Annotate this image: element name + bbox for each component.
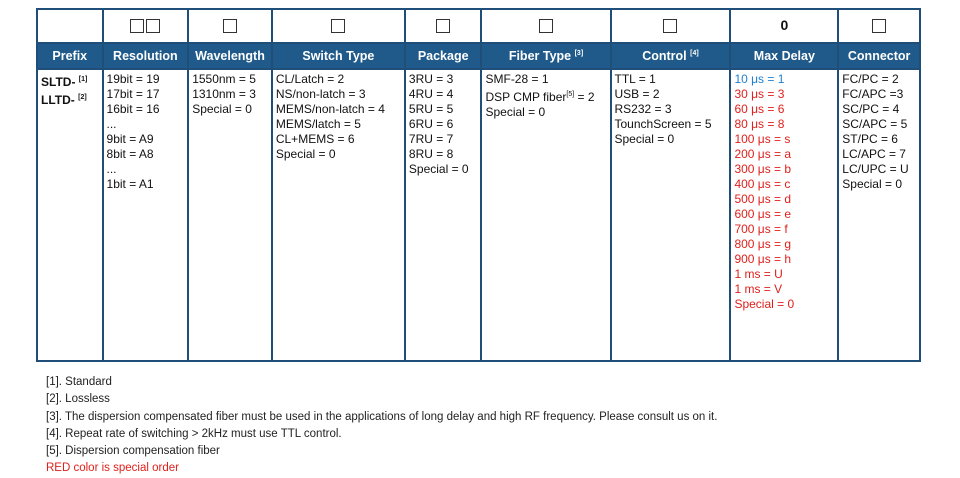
control-checkbox[interactable] [663, 19, 677, 33]
resolution-checkbox-2[interactable] [146, 19, 160, 33]
switch-type-option: CL+MEMS = 6 [275, 132, 355, 146]
footnotes [46, 374, 717, 478]
connector-option: Special = 0 [842, 177, 902, 191]
footnote: [5]. Dispersion compensation fiber [46, 445, 220, 458]
header-switch-type: Switch Type [272, 43, 405, 69]
control-options [611, 69, 731, 361]
max-delay-value: 0 [780, 17, 789, 33]
wavelength-option: 1310nm = 3 [192, 87, 256, 101]
wavelength-selection-cell [188, 9, 272, 43]
header-connector: Connector [838, 43, 920, 69]
wavelength-option: 1550nm = 5 [192, 72, 256, 86]
footnote: [2]. Lossless [46, 393, 110, 406]
max-delay-option-special: 500 μs = d [734, 192, 792, 206]
resolution-option: 16bit = 16 [106, 102, 160, 116]
fiber-type-options [481, 69, 610, 361]
switch-type-checkbox[interactable] [331, 19, 345, 33]
package-selection-cell [405, 9, 482, 43]
switch-type-option: Special = 0 [275, 147, 336, 161]
max-delay-selection-cell [730, 9, 838, 43]
fiber-type-option: Special = 0 [485, 105, 546, 119]
header-max-delay: Max Delay [730, 43, 838, 69]
fiber-type-option: DSP CMP fiber[5] = 2 [485, 90, 595, 104]
header-wavelength: Wavelength [188, 43, 272, 69]
package-options [405, 69, 482, 361]
connector-option: SC/PC = 4 [842, 102, 900, 116]
resolution-selection-cell [103, 9, 189, 43]
header-package: Package [405, 43, 482, 69]
connector-checkbox[interactable] [872, 19, 886, 33]
max-delay-option-special: 60 μs = 6 [734, 102, 785, 116]
footnote: [1]. Standard [46, 376, 112, 388]
wavelength-option: Special = 0 [192, 102, 252, 116]
control-option: USB = 2 [614, 87, 660, 101]
header-row [37, 43, 920, 69]
max-delay-option-special: 100 μs = s [734, 132, 791, 146]
max-delay-option-special: 700 μs = f [734, 222, 788, 236]
resolution-option: 17bit = 17 [106, 87, 160, 101]
max-delay-option-special: 800 μs = g [734, 237, 792, 251]
max-delay-option-standard: 10 μs = 1 [734, 72, 785, 86]
header-resolution: Resolution [103, 43, 189, 69]
fiber-type-checkbox[interactable] [539, 19, 553, 33]
connector-option: FC/PC = 2 [842, 72, 899, 86]
options-row [37, 69, 920, 361]
resolution-ellipsis: ... [106, 117, 117, 131]
prefix-option: SLTD- [1] [41, 75, 88, 89]
package-option: 6RU = 6 [408, 117, 454, 131]
switch-type-option: MEMS/non-latch = 4 [275, 102, 385, 116]
footnote: [4]. Repeat rate of switching > 2kHz must use TTL control. [46, 427, 342, 440]
resolution-ellipsis: ... [106, 162, 117, 176]
connector-option: LC/UPC = U [842, 162, 909, 176]
fiber-type-option: SMF-28 = 1 [485, 72, 549, 86]
fiber-type-selection-cell [481, 9, 610, 43]
resolution-option: 19bit = 19 [106, 72, 160, 86]
header-fiber-type: Fiber Type [3] [481, 43, 610, 69]
switch-type-selection-cell [272, 9, 405, 43]
header-control: Control [4] [611, 43, 731, 69]
connector-option: ST/PC = 6 [842, 132, 898, 146]
switch-type-option: MEMS/latch = 5 [275, 117, 361, 131]
max-delay-option-special: 600 μs = e [734, 207, 792, 221]
resolution-options [103, 69, 189, 361]
resolution-checkbox-1[interactable] [130, 19, 144, 33]
switch-type-option: NS/non-latch = 3 [275, 87, 366, 101]
max-delay-options [730, 69, 838, 361]
control-option: TTL = 1 [614, 72, 656, 86]
max-delay-option-special: 80 μs = 8 [734, 117, 785, 131]
package-option: 4RU = 4 [408, 87, 454, 101]
max-delay-option-special: 200 μs = a [734, 147, 792, 161]
selection-row [37, 9, 920, 43]
package-option: Special = 0 [408, 162, 469, 176]
footnote: [3]. The dispersion compensated fiber must be used in the applications of long delay and high RF frequency. Please consult us on it. [46, 410, 718, 423]
prefix-options [37, 69, 103, 361]
resolution-option: 8bit = A8 [106, 147, 154, 161]
connector-options [838, 69, 920, 361]
control-option: Special = 0 [614, 132, 675, 146]
switch-type-options [272, 69, 405, 361]
special-order-note: RED color is special order [46, 462, 179, 475]
part-number-table [36, 8, 921, 362]
max-delay-option-special: 1 ms = V [734, 282, 783, 296]
control-option: TounchScreen = 5 [614, 117, 712, 131]
connector-option: FC/APC =3 [842, 87, 904, 101]
package-option: 8RU = 8 [408, 147, 454, 161]
max-delay-option-special: Special = 0 [734, 297, 795, 311]
wavelength-checkbox[interactable] [223, 19, 237, 33]
package-option: 5RU = 5 [408, 102, 454, 116]
max-delay-option-special: 400 μs = c [734, 177, 791, 191]
prefix-selection-cell [37, 9, 103, 43]
resolution-option: 9bit = A9 [106, 132, 154, 146]
package-option: 3RU = 3 [408, 72, 454, 86]
control-option: RS232 = 3 [614, 102, 672, 116]
wavelength-options [188, 69, 272, 361]
prefix-option: LLTD- [2] [41, 93, 87, 107]
max-delay-option-special: 300 μs = b [734, 162, 792, 176]
header-prefix: Prefix [37, 43, 103, 69]
package-option: 7RU = 7 [408, 132, 454, 146]
package-checkbox[interactable] [436, 19, 450, 33]
resolution-option: 1bit = A1 [106, 177, 154, 191]
connector-option: SC/APC = 5 [842, 117, 908, 131]
switch-type-option: CL/Latch = 2 [275, 72, 345, 86]
max-delay-option-special: 900 μs = h [734, 252, 792, 266]
connector-selection-cell [838, 9, 920, 43]
max-delay-option-special: 1 ms = U [734, 267, 783, 281]
control-selection-cell [611, 9, 731, 43]
max-delay-option-special: 30 μs = 3 [734, 87, 785, 101]
connector-option: LC/APC = 7 [842, 147, 906, 161]
